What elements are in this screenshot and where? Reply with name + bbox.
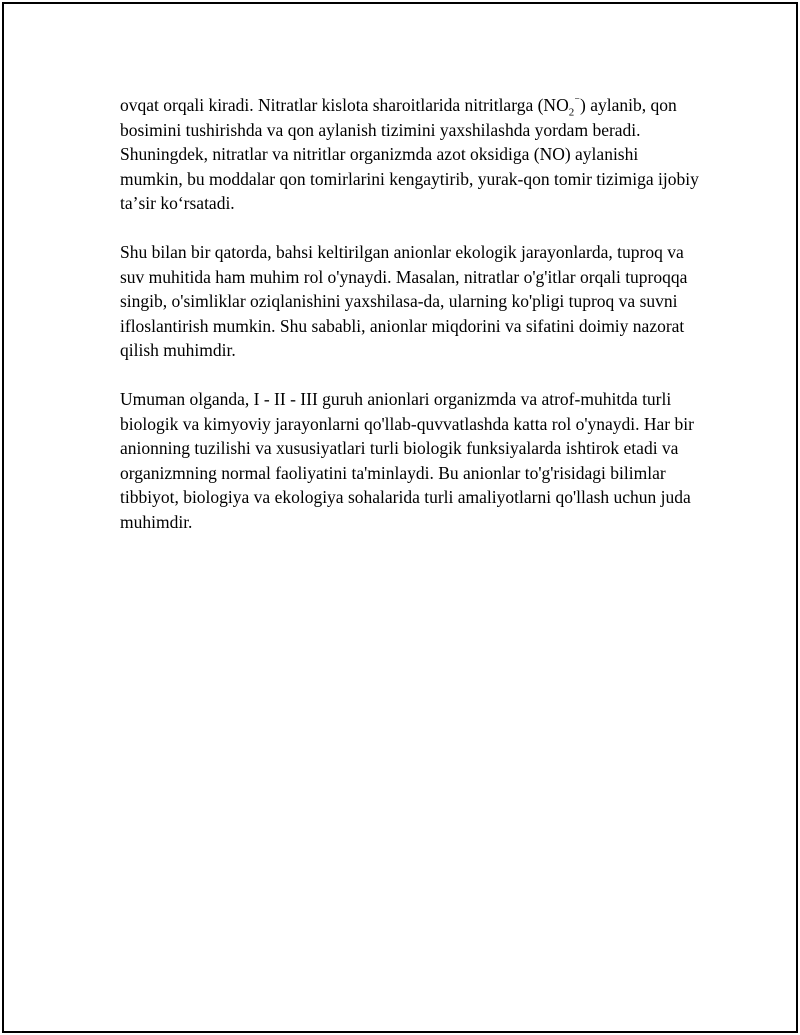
- paragraph-text: ovqat orqali kiradi. Nitratlar kislota sharoitlarida nitritlarga (NO: [120, 95, 569, 115]
- subscript-2: 2: [568, 106, 575, 119]
- paragraph-text: Umuman olganda, I - II - III guruh anionlari organizmda va atrof-muhitda turli biologik va kimyoviy jarayonlarni qo'llab-quvvatlashda katta rol o'ynaydi. Har bir anionning tuzilishi va xususiyatlari turli biologik funksiyalarda ishtirok etadi va organizmning normal faoliyatini ta'minlaydi. Bu anionlar to'g'risidagi bilimlar tibbiyot, biologiya va ekologiya sohalarida turli amaliyotlarni qo'llash uchun juda muhimdir.: [120, 389, 694, 532]
- document-body: [120, 93, 700, 559]
- document-page: [2, 2, 798, 1033]
- paragraph-conclusion: [120, 387, 700, 534]
- superscript-minus: ⁻: [574, 95, 581, 108]
- paragraph-ecology: [120, 240, 700, 363]
- paragraph-nitrates-health: [120, 93, 700, 216]
- paragraph-text: ) aylanib, qon bosimini tushirishda va qon aylanish tizimini yaxshilashda yordam beradi. Shuningdek, nitratlar va nitritlar organizmda azot oksidiga (NO) aylanishi mumkin, bu moddalar qon tomirlarini kengaytirib, yurak-qon tomir tizimiga ijobiy taʼsir koʻrsatadi.: [120, 95, 699, 213]
- paragraph-text: Shu bilan bir qatorda, bahsi keltirilgan anionlar ekologik jarayonlarda, tuproq va suv muhitida ham muhim rol o'ynaydi. Masalan, nitratlar o'g'itlar orqali tuproqqa singib, o'simliklar oziqlanishini yaxshilasa-da, ularning ko'pligi tuproq va suvni ifloslantirish mumkin. Shu sababli, anionlar miqdorini va sifatini doimiy nazorat qilish muhimdir.: [120, 242, 688, 360]
